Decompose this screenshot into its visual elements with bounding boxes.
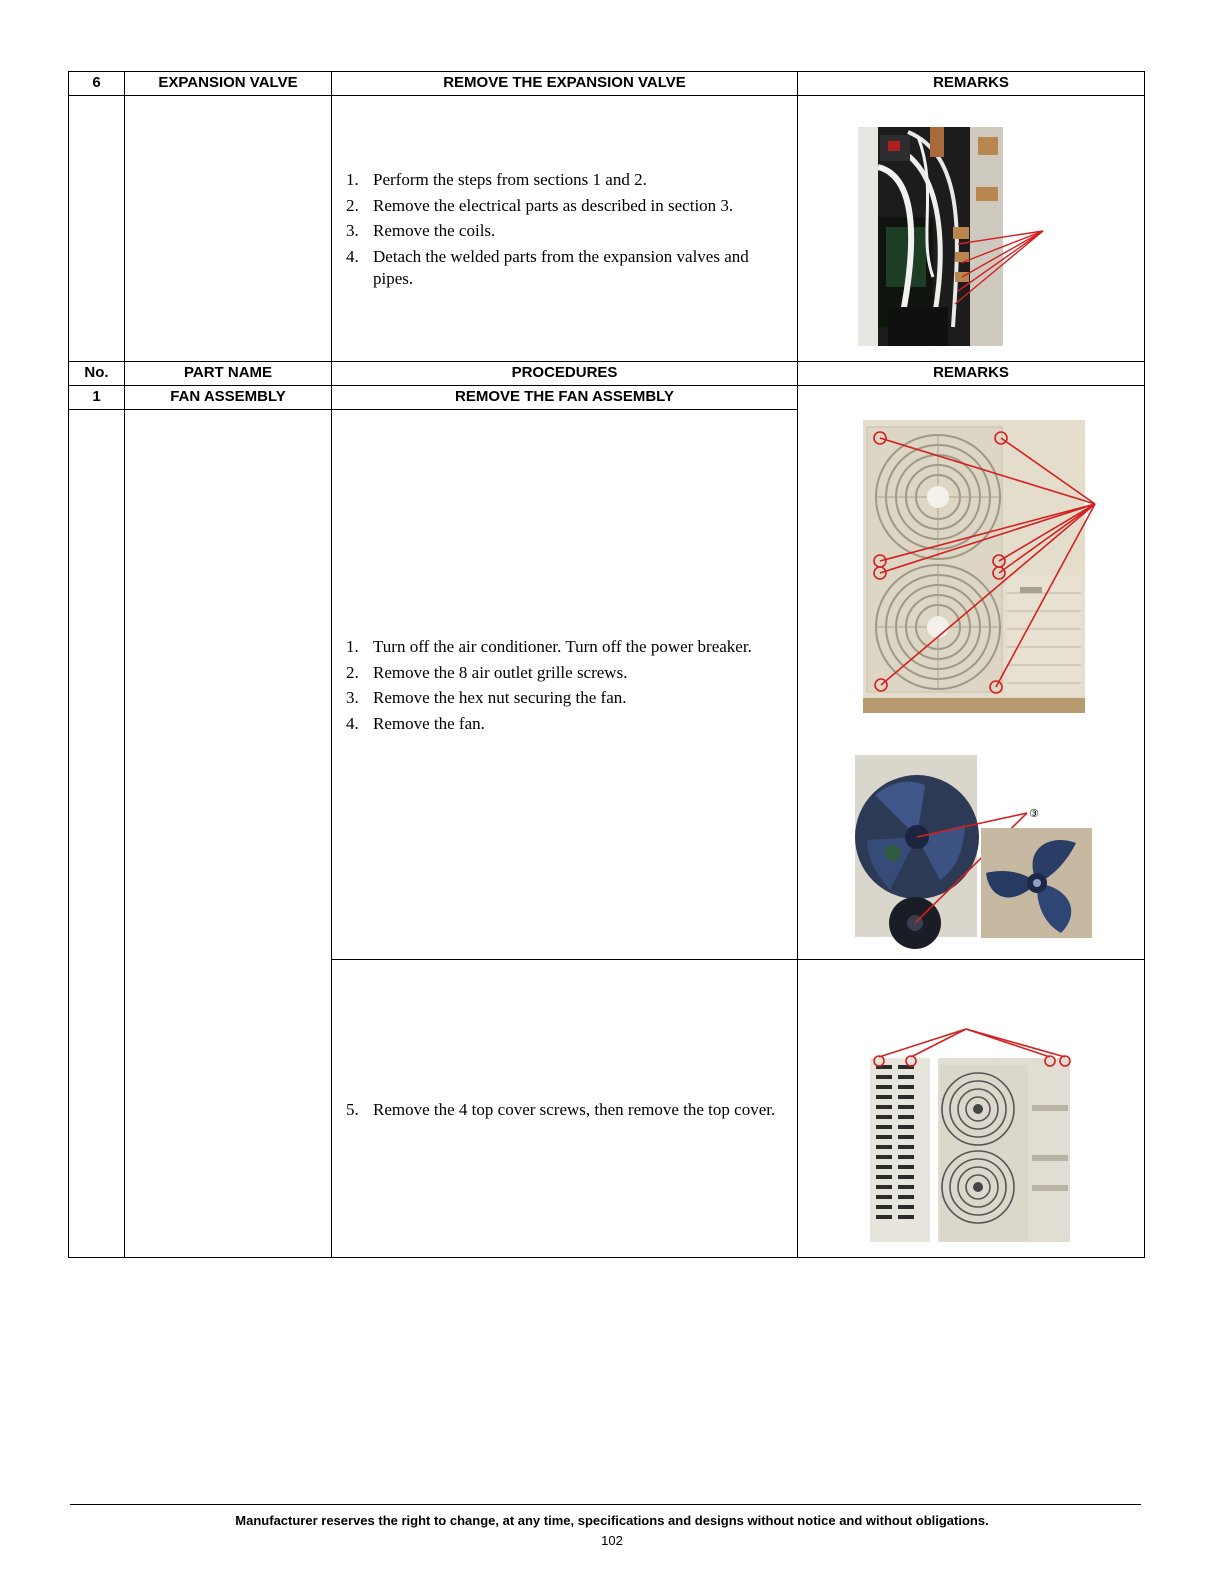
column-header-no: No. (84, 364, 109, 381)
table-col-rule (797, 71, 798, 1258)
top-cover-steps (346, 1097, 791, 1123)
step-item: 2. Remove the electrical parts as described in section 3. (346, 195, 734, 215)
column-header-procedures: PROCEDURES (511, 364, 618, 381)
outdoor-unit-grille-photo (855, 415, 1100, 715)
footer-divider (70, 1504, 1141, 1505)
table-col-rule (124, 71, 125, 1258)
fan-blade-photo (981, 828, 1092, 938)
procedure-title: REMOVE THE FAN ASSEMBLY (455, 388, 674, 405)
column-header-part-name: PART NAME (183, 364, 273, 381)
callout-label: ③ (1029, 807, 1039, 820)
section-number: 6 (92, 74, 101, 91)
table-border-right (1144, 71, 1145, 1258)
top-cover-screws-photo (866, 1025, 1076, 1243)
step-item: 5. Remove the 4 top cover screws, then remove the top cover. (346, 1100, 776, 1119)
table-rule (331, 959, 1145, 960)
page-number: 102 (601, 1533, 623, 1548)
fan-assembly-steps (346, 634, 786, 736)
step-item: 4. Detach the welded parts from the expansion valves and pipes. (346, 246, 749, 288)
step-item: 1. Perform the steps from sections 1 and 2. (346, 170, 647, 189)
table-border-left (68, 71, 69, 1258)
step-item: 1. Turn off the air conditioner. Turn off the power breaker. (346, 637, 752, 656)
remarks-header: REMARKS (933, 74, 1009, 91)
table-rule (68, 95, 1145, 96)
step-item: 3. Remove the coils. (346, 221, 496, 240)
table-col-rule (331, 71, 332, 1258)
step-item: 3. Remove the hex nut securing the fan. (346, 688, 627, 707)
table-border-bottom (68, 1257, 1145, 1258)
footer-disclaimer: Manufacturer reserves the right to change, at any time, specifications and designs without notice and without obligations. (235, 1513, 989, 1528)
part-name: FAN ASSEMBLY (170, 388, 286, 405)
column-header-remarks: REMARKS (933, 364, 1009, 381)
procedure-title: REMOVE THE EXPANSION VALVE (443, 74, 686, 91)
expansion-valve-photo (858, 127, 1048, 347)
part-name: EXPANSION VALVE (158, 74, 298, 91)
step-item: 4. Remove the fan. (346, 713, 485, 733)
step-item: 2. Remove the 8 air outlet grille screws. (346, 662, 628, 682)
table-rule (68, 409, 798, 410)
section-number: 1 (92, 388, 101, 405)
expansion-valve-steps (346, 167, 776, 290)
